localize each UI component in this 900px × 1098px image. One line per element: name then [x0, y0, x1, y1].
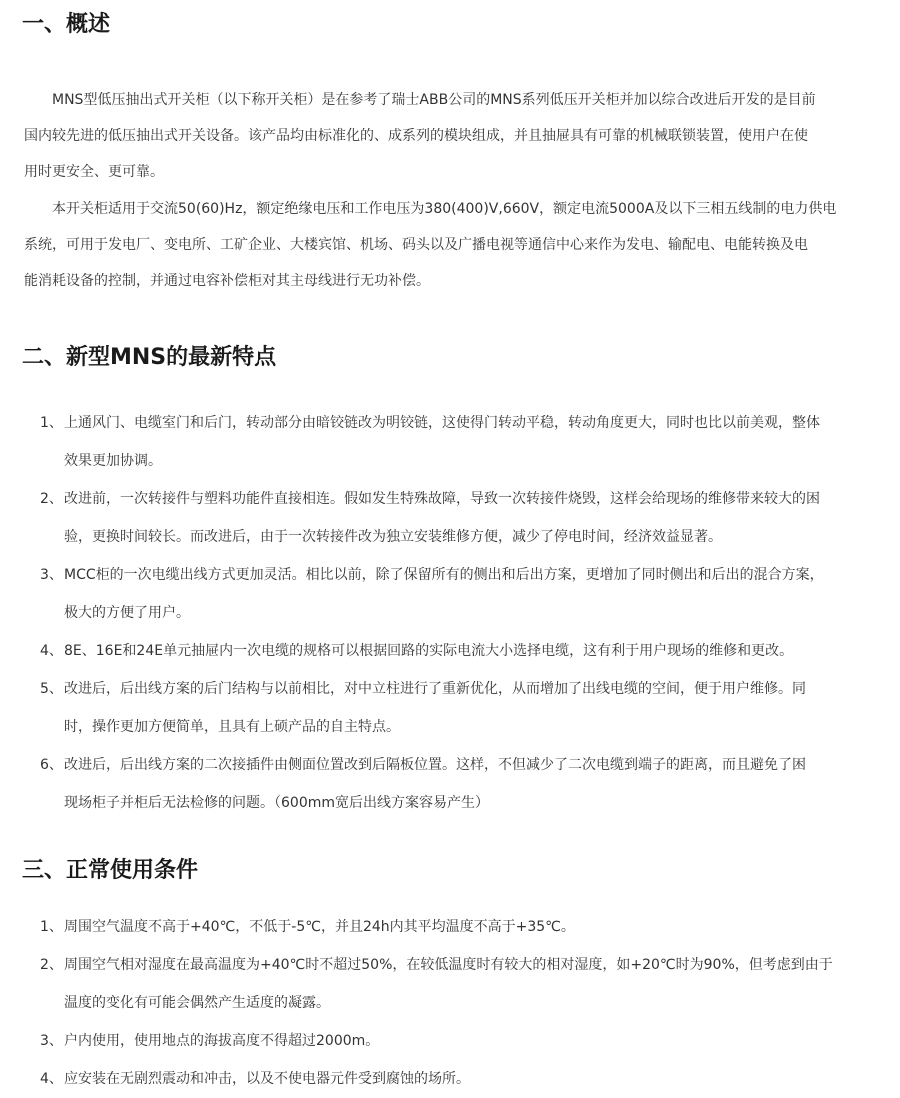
list-item-line: 效果更加协调。	[64, 453, 162, 469]
list-item	[40, 1060, 890, 1098]
overview-paragraph-1	[24, 82, 884, 190]
list-item-line: 上通风门、电缆室门和后门，转动部分由暗铰链改为明铰链，这使得门转动平稳，转动角度更大，同时也比以前美观，整体	[64, 415, 820, 431]
paragraph-line: MNS型低压抽出式开关柜（以下称开关柜）是在参考了瑞士ABB公司的MNS系列低压开关柜并加以综合改进后开发的是目前	[24, 92, 816, 108]
list-item-number: 3、	[40, 567, 63, 583]
list-item-line: 温度的变化有可能会偶然产生适度的凝露。	[64, 995, 330, 1011]
list-item-line: 改进后，后出线方案的二次接插件由侧面位置改到后隔板位置。这样，不但减少了二次电缆到端子的距离，而且避免了困	[64, 757, 806, 773]
list-item-number: 6、	[40, 757, 63, 773]
list-item-line: 改进后，后出线方案的后门结构与以前相比，对中立柱进行了重新优化，从而增加了出线电缆的空间，便于用户维修。同	[64, 681, 806, 697]
list-item-number: 4、	[40, 643, 63, 659]
list-item-line: 改进前，一次转接件与塑料功能件直接相连。假如发生特殊故障，导致一次转接件烧毁，这样会给现场的维修带来较大的困	[64, 491, 820, 507]
list-item-number: 1、	[40, 415, 63, 431]
section-title-conditions: 三、正常使用条件	[22, 858, 199, 883]
list-item	[40, 908, 890, 946]
list-item	[40, 746, 890, 822]
list-item-line: 8E、16E和24E单元抽屉内一次电缆的规格可以根据回路的实际电流大小选择电缆，这有利于用户现场的维修和更改。	[64, 643, 794, 659]
paragraph-line: 国内较先进的低压抽出式开关设备。该产品均由标准化的、成系列的模块组成，并且抽屉具有可靠的机械联锁装置，使用户在使	[24, 128, 808, 144]
conditions-list	[40, 908, 890, 1098]
section-title-overview: 一、概述	[22, 12, 111, 37]
list-item-number: 3、	[40, 1033, 63, 1049]
list-item-number: 4、	[40, 1071, 63, 1087]
list-item	[40, 946, 890, 1022]
list-item-number: 2、	[40, 491, 63, 507]
list-item	[40, 1022, 890, 1060]
list-item-line: 时，操作更加方便简单，且具有上硕产品的自主特点。	[64, 719, 400, 735]
list-item-line: 验，更换时间较长。而改进后，由于一次转接件改为独立安装维修方便，减少了停电时间，经济效益显著。	[64, 529, 722, 545]
list-item-line: 户内使用，使用地点的海拔高度不得超过2000m。	[64, 1033, 380, 1049]
list-item-number: 1、	[40, 919, 63, 935]
list-item-line: 现场柜子并柜后无法检修的问题。（600mm宽后出线方案容易产生）	[64, 795, 489, 811]
paragraph-line: 系统，可用于发电厂、变电所、工矿企业、大楼宾馆、机场、码头以及广播电视等通信中心来作为发电、输配电、电能转换及电	[24, 237, 808, 253]
list-item	[40, 556, 890, 632]
features-list	[40, 404, 890, 822]
list-item-line: MCC柜的一次电缆出线方式更加灵活。相比以前，除了保留所有的侧出和后出方案，更增加了同时侧出和后出的混合方案，	[64, 567, 824, 583]
list-item-line: 极大的方便了用户。	[64, 605, 190, 621]
list-item-line: 周围空气相对湿度在最高温度为+40℃时不超过50%，在较低温度时有较大的相对湿度，如+20℃时为90%，但考虑到由于	[64, 957, 833, 973]
list-item-line: 应安装在无剧烈震动和冲击，以及不使电器元件受到腐蚀的场所。	[64, 1071, 470, 1087]
list-item	[40, 670, 890, 746]
list-item	[40, 480, 890, 556]
overview-paragraph-2	[24, 191, 884, 299]
paragraph-line: 本开关柜适用于交流50(60)Hz，额定绝缘电压和工作电压为380(400)V,660V，额定电流5000A及以下三相五线制的电力供电	[24, 201, 837, 217]
list-item-number: 2、	[40, 957, 63, 973]
paragraph-line: 能消耗设备的控制，并通过电容补偿柜对其主母线进行无功补偿。	[24, 273, 430, 289]
list-item	[40, 632, 890, 670]
list-item-line: 周围空气温度不高于+40℃，不低于-5℃，并且24h内其平均温度不高于+35℃。	[64, 919, 575, 935]
list-item	[40, 404, 890, 480]
section-title-features: 二、新型MNS的最新特点	[22, 345, 277, 370]
paragraph-line: 用时更安全、更可靠。	[24, 164, 164, 180]
list-item-number: 5、	[40, 681, 63, 697]
